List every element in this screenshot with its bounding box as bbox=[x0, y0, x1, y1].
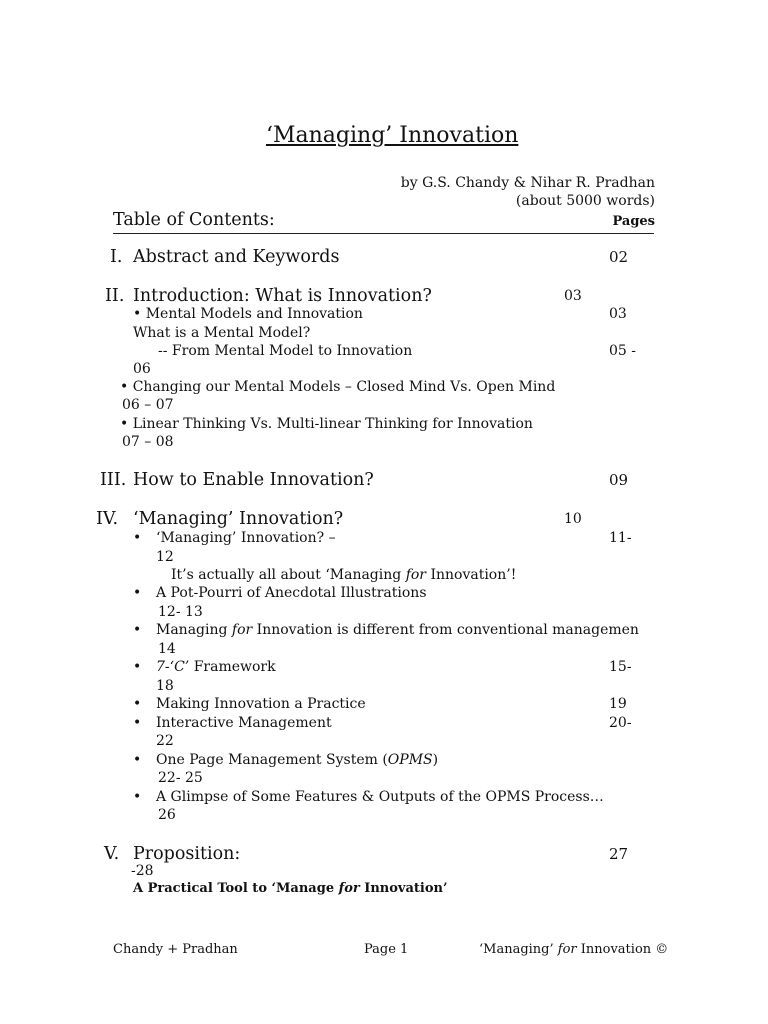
footer-title: ‘Managing’ for Innovation © bbox=[479, 942, 669, 957]
section-page: 27 bbox=[609, 845, 629, 863]
toc-item-page-wrap: 26 bbox=[158, 807, 176, 823]
bullet: • bbox=[133, 715, 142, 731]
bullet: • bbox=[133, 530, 142, 546]
bullet: • bbox=[133, 622, 142, 638]
toc-item-page-wrap: 22- 25 bbox=[158, 770, 203, 786]
section-page: 02 bbox=[609, 248, 629, 266]
toc-item: Managing for Innovation is different from conventional managemen bbox=[156, 622, 639, 638]
toc-item: ‘Managing’ Innovation? – bbox=[156, 530, 336, 546]
section-page-wrap: -28 bbox=[131, 863, 154, 879]
footer-authors: Chandy + Pradhan bbox=[113, 942, 238, 957]
toc-item: A Pot-Pourri of Anecdotal Illustrations bbox=[156, 585, 427, 601]
section-number: I. bbox=[110, 247, 123, 267]
toc-item: • Changing our Mental Models – Closed Mind Vs. Open Mind bbox=[120, 379, 556, 395]
toc-item: -- From Mental Model to Innovation bbox=[158, 343, 413, 359]
toc-rule bbox=[113, 233, 654, 234]
toc-item-page-wrap: 12- 13 bbox=[158, 604, 203, 620]
section-page: 10 bbox=[564, 511, 582, 527]
toc-item-page-wrap: 14 bbox=[158, 641, 176, 657]
toc-item: • Mental Models and Innovation bbox=[133, 306, 363, 322]
section-title: ‘Managing’ Innovation? bbox=[133, 509, 344, 529]
toc-item-page-wrap: 07 – 08 bbox=[122, 434, 174, 450]
section-number: II. bbox=[105, 286, 125, 306]
document-title: ‘Managing’ Innovation bbox=[266, 123, 519, 148]
toc-item: 7-‘C’ Framework bbox=[156, 659, 276, 675]
bullet: • bbox=[133, 696, 142, 712]
toc-item-page-wrap: 22 bbox=[156, 733, 174, 749]
toc-item: One Page Management System (OPMS) bbox=[156, 752, 439, 768]
toc-item-page-wrap: 06 bbox=[133, 361, 151, 377]
section-number: IV. bbox=[96, 509, 119, 529]
toc-item-page-wrap: 18 bbox=[156, 678, 174, 694]
footer-page-number: Page 1 bbox=[364, 942, 409, 957]
bullet: • bbox=[133, 789, 142, 805]
toc-item: A Glimpse of Some Features & Outputs of the OPMS Process… bbox=[156, 789, 604, 805]
toc-item-page-wrap: 06 – 07 bbox=[122, 397, 174, 413]
bullet: • bbox=[133, 752, 142, 768]
section-number: III. bbox=[100, 470, 127, 490]
toc-item-page-wrap: 12 bbox=[156, 549, 174, 565]
byline: by G.S. Chandy & Nihar R. Pradhan bbox=[400, 175, 655, 191]
section-page: 09 bbox=[609, 471, 629, 489]
bullet: • bbox=[133, 585, 142, 601]
section-title: Abstract and Keywords bbox=[133, 247, 340, 267]
toc-item: Making Innovation a Practice bbox=[156, 696, 366, 712]
pages-label: Pages bbox=[612, 214, 655, 229]
toc-item: • Linear Thinking Vs. Multi-linear Thinking for Innovation bbox=[120, 416, 533, 432]
toc-item-page: 03 bbox=[609, 306, 627, 322]
section-title: Proposition: bbox=[133, 844, 241, 864]
word-count: (about 5000 words) bbox=[515, 193, 655, 209]
toc-item-page: 19 bbox=[609, 696, 627, 712]
toc-item-page: 05 - bbox=[609, 343, 636, 359]
toc-item: What is a Mental Model? bbox=[133, 325, 311, 341]
section-subtitle: A Practical Tool to ‘Manage for Innovation’ bbox=[133, 881, 448, 896]
bullet: • bbox=[133, 659, 142, 675]
toc-heading: Table of Contents: bbox=[113, 210, 275, 230]
toc-item-page: 15- bbox=[609, 659, 632, 675]
toc-item-page: 20- bbox=[609, 715, 632, 731]
section-page: 03 bbox=[564, 288, 582, 304]
toc-item-subtitle: It’s actually all about ‘Managing for Innovation’! bbox=[171, 567, 517, 583]
toc-item-page: 11- bbox=[609, 530, 632, 546]
section-title: Introduction: What is Innovation? bbox=[133, 286, 432, 306]
toc-item: Interactive Management bbox=[156, 715, 332, 731]
section-number: V. bbox=[104, 844, 120, 864]
section-title: How to Enable Innovation? bbox=[133, 470, 374, 490]
